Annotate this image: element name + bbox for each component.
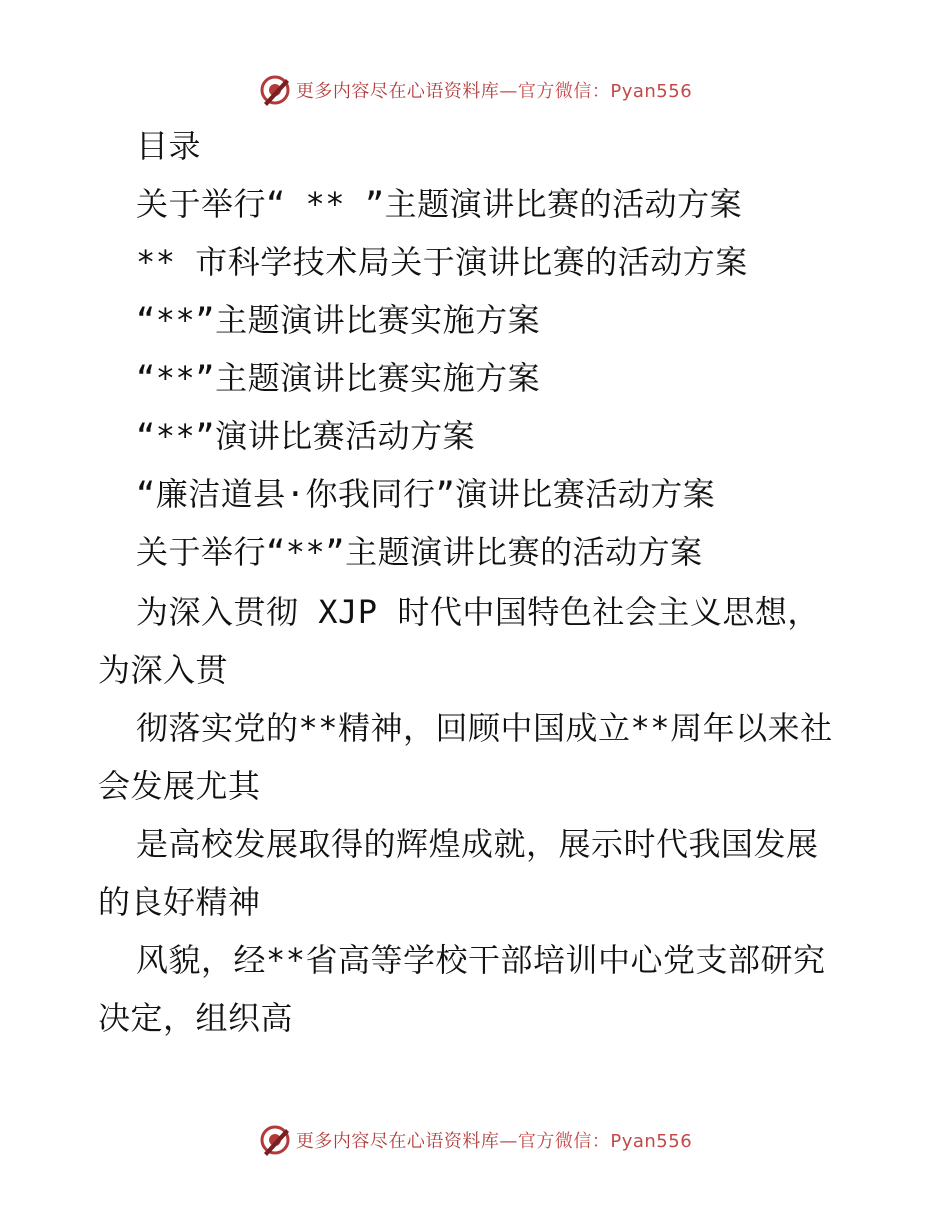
section-heading: 关于举行“**”主题演讲比赛的活动方案 xyxy=(136,533,703,571)
toc-item: ** 市科学技术局关于演讲比赛的活动方案 xyxy=(136,243,748,281)
footer-banner xyxy=(0,1120,950,1160)
header-banner xyxy=(0,70,950,110)
pen-logo-icon xyxy=(258,73,292,107)
paragraph-line: 会发展尤其 xyxy=(98,767,261,805)
toc-item: “**”主题演讲比赛实施方案 xyxy=(136,359,541,397)
header-banner-text: 更多内容尽在心语资料库—官方微信：Pyan556 xyxy=(295,81,693,102)
footer-banner-text: 更多内容尽在心语资料库—官方微信：Pyan556 xyxy=(295,1131,693,1152)
pen-logo-icon xyxy=(258,1123,292,1157)
paragraph-line: 风貌，经**省高等学校干部培训中心党支部研究 xyxy=(136,941,826,979)
toc-item: “廉洁道县·你我同行”演讲比赛活动方案 xyxy=(136,475,716,513)
toc-item: “**”演讲比赛活动方案 xyxy=(136,417,476,455)
paragraph-line: 的良好精神 xyxy=(98,883,261,921)
toc-item: 关于举行“ ** ”主题演讲比赛的活动方案 xyxy=(136,185,743,223)
paragraph-line: 决定，组织高 xyxy=(98,999,294,1037)
toc-item: “**”主题演讲比赛实施方案 xyxy=(136,301,541,339)
paragraph-line: 是高校发展取得的辉煌成就，展示时代我国发展 xyxy=(136,825,819,863)
toc-title: 目录 xyxy=(136,127,202,165)
paragraph-line: 为深入贯 xyxy=(98,651,229,689)
paragraph-line: 为深入贯彻 XJP 时代中国特色社会主义思想， xyxy=(136,593,820,631)
paragraph-line: 彻落实党的**精神，回顾中国成立**周年以来社 xyxy=(136,709,833,747)
